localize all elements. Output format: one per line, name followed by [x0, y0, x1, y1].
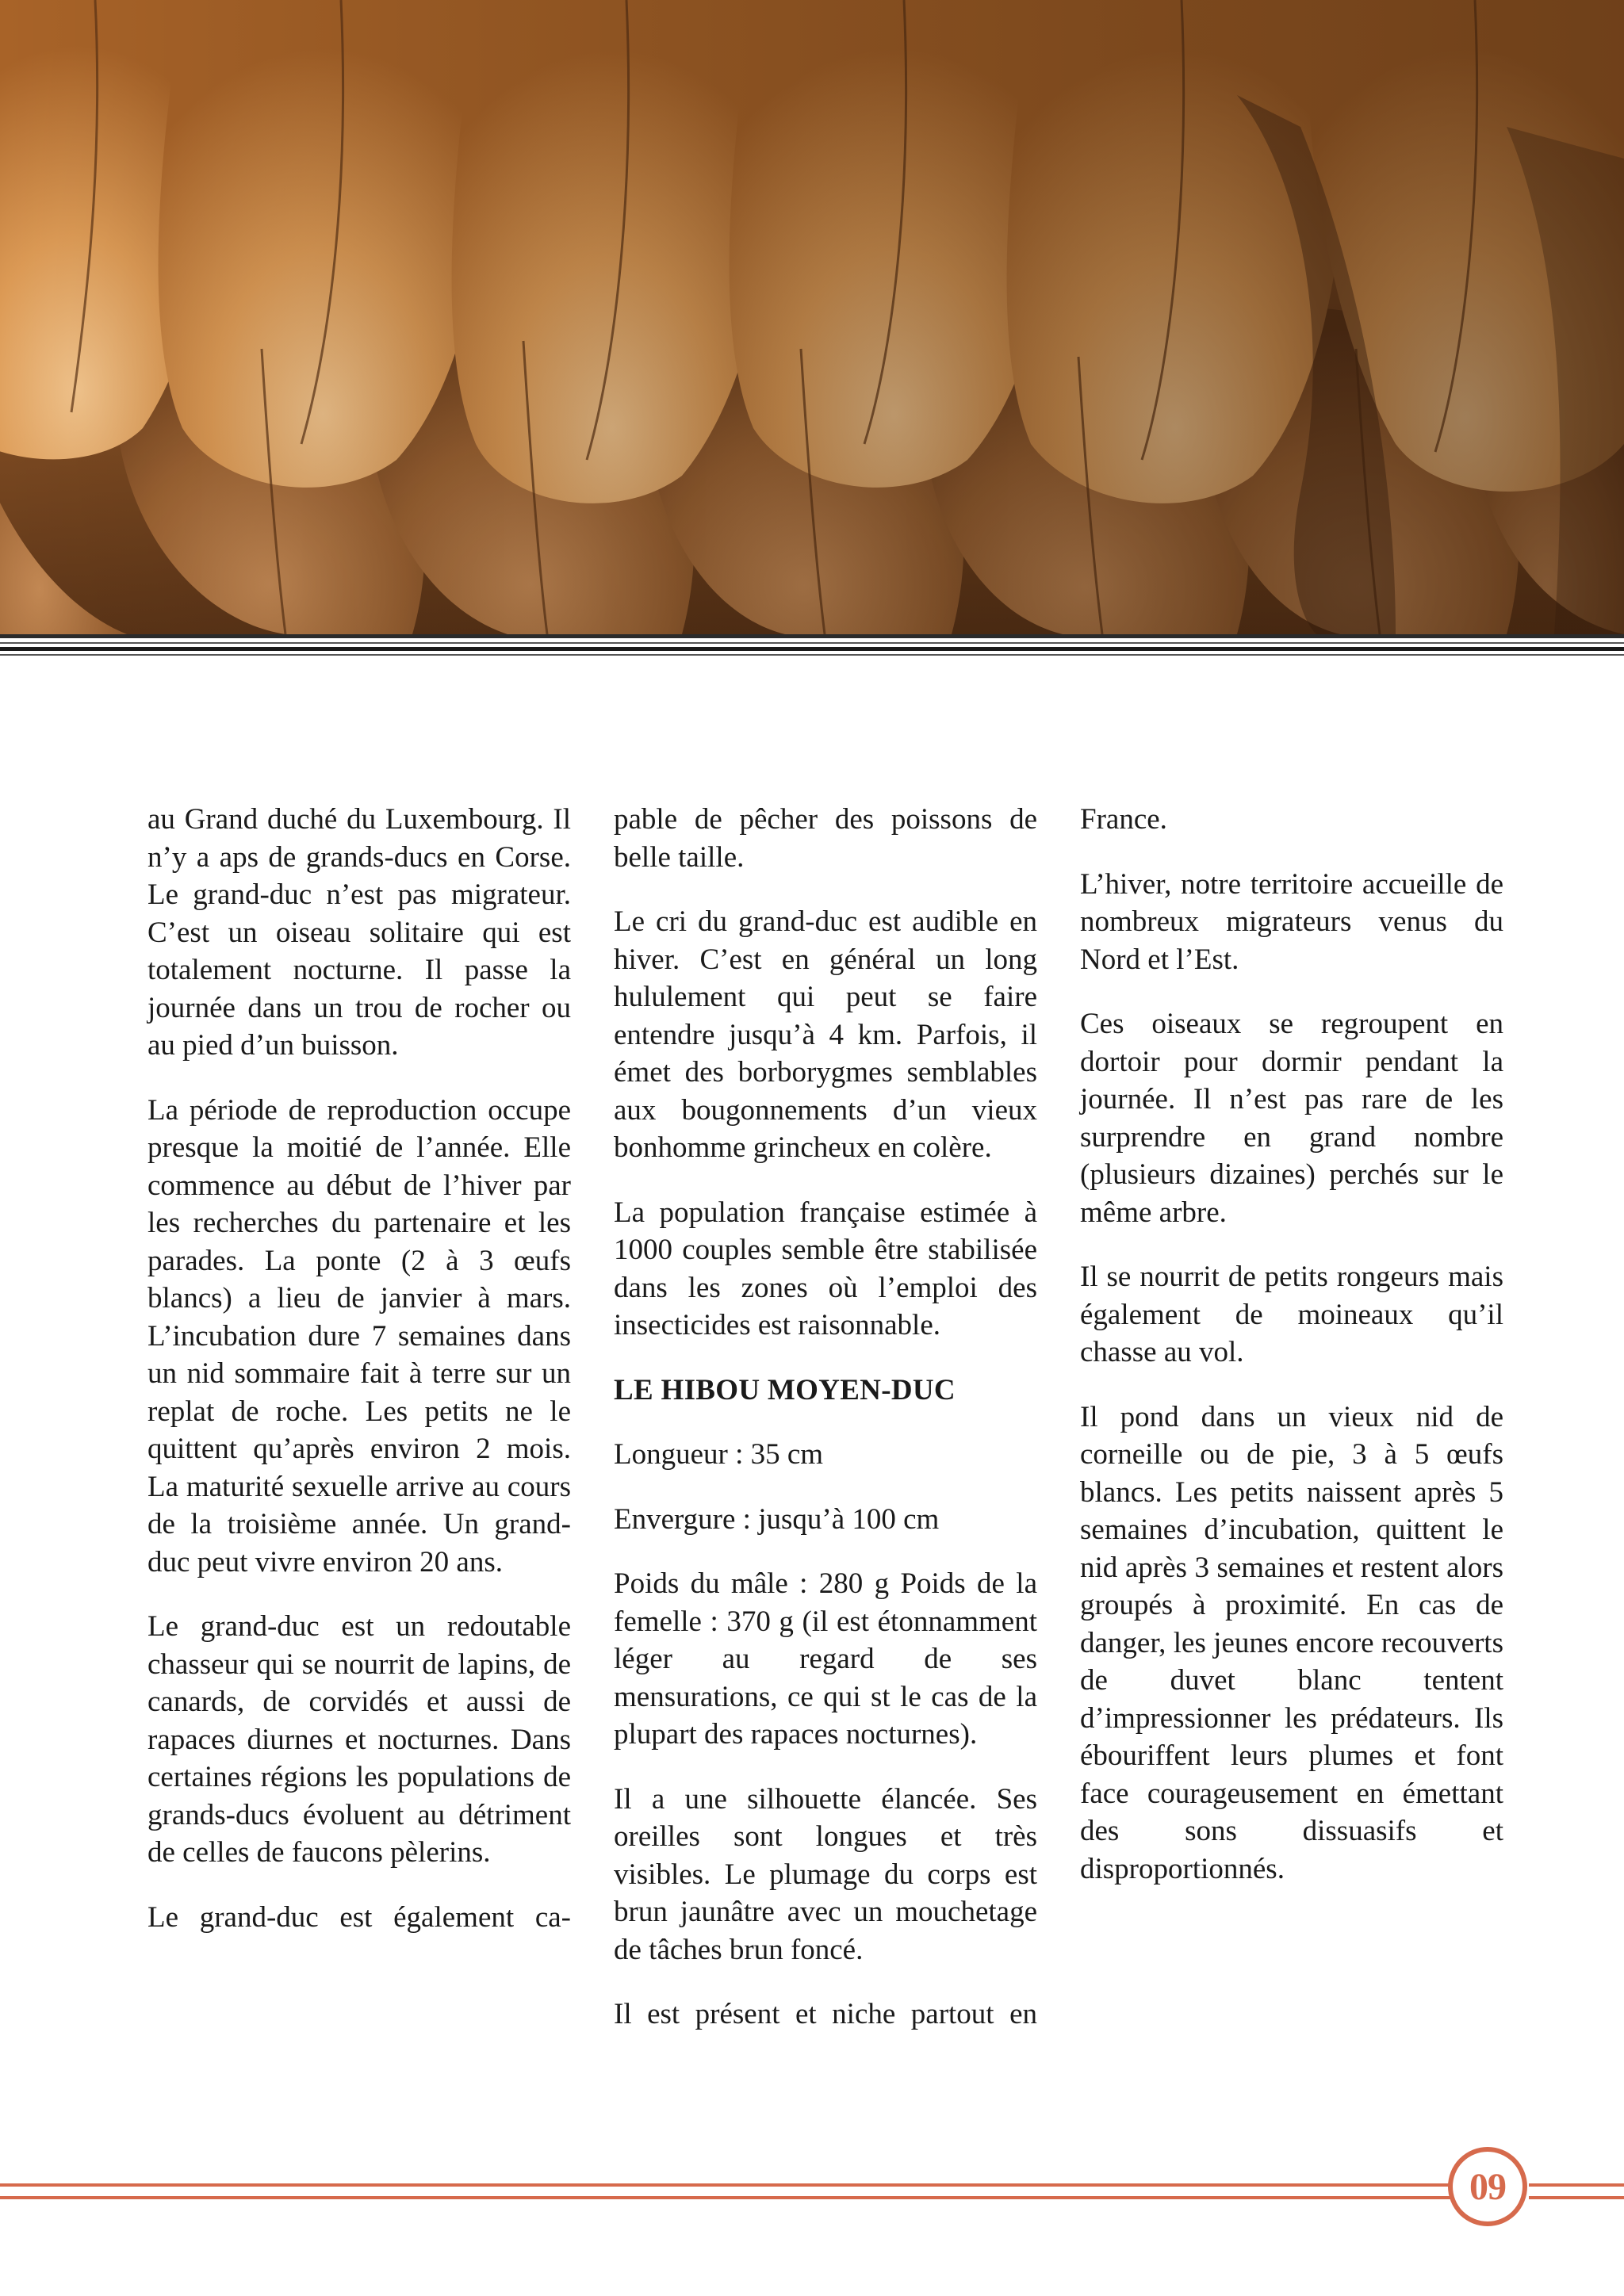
footer-rule — [0, 2196, 1451, 2199]
header-divider-line — [0, 647, 1624, 651]
header-divider-line — [0, 654, 1624, 656]
paragraph: France. — [1080, 803, 1167, 836]
paragraph: Envergure : jusqu’à 100 cm — [614, 1502, 940, 1536]
footer-rule — [0, 2183, 1451, 2187]
column-1 — [147, 801, 571, 2061]
paragraph: Le cri du grand-duc est audible en hiver. C’est en général un long hululement qui peut se faire entendre jusqu’à 4 km. Parfois, il émet des borborygmes semblables aux bougonnements d’un vieux bonhomme grincheux en colère. — [614, 905, 1037, 1164]
paragraph: La population française estimée à 1000 couples semble être stabilisée dans les zones où l’emploi des insecticides est raisonnable. — [614, 1196, 1037, 1341]
paragraph: Le grand-duc est un redoutable chasseur qui se nourrit de lapins, de canards, de corvidés et aussi de rapaces diurnes et nocturnes. Dans certaines régions les populations de grands-ducs évoluent au détriment de celles de faucons pèlerins. — [147, 1610, 571, 1869]
header-divider-line — [0, 642, 1624, 644]
paragraph: au Grand duché du Luxembourg. Il n’y a aps de grands-ducs en Corse. Le grand-duc n’est pas migrateur. C’est un oiseau solitaire qui est totalement nocturne. Il passe la journée dans un trou de rocher ou au pied d’un buisson. — [147, 803, 571, 1062]
section-heading: LE HIBOU MOYEN-DUC — [614, 1373, 956, 1406]
header-divider-line — [0, 634, 1624, 638]
column-2 — [614, 801, 1037, 2061]
paragraph: pable de pêcher des poissons de belle taille. — [614, 803, 1037, 874]
article-columns — [147, 801, 1508, 2061]
footer-rule — [1529, 2196, 1624, 2199]
paragraph: Il est présent et niche partout en — [614, 1998, 1037, 2030]
page-number: 09 — [1469, 2165, 1506, 2208]
column-3 — [1080, 801, 1503, 2061]
paragraph: Il se nourrit de petits rongeurs mais également de moineaux qu’il chasse au vol. — [1080, 1261, 1503, 1368]
footer-rule — [1529, 2183, 1624, 2187]
paragraph: Il pond dans un vieux nid de corneille ou de pie, 3 à 5 œufs blancs. Les petits naissent après 5 semaines d’incubation, quittent le nid après 3 semaines et restent alors groupés à proximité. En cas de danger, les jeunes encore recouverts de duvet blanc tentent d’impressionner les prédateurs. Ils ébouriffent leurs plumes et font face courageusement en émettant des sons dissuasifs et disproportionnés. — [1080, 1400, 1503, 1885]
paragraph: La période de reproduction occupe presque la moitié de l’année. Elle commence au début de l’hiver par les recherches du partenaire et les parades. La ponte (2 à 3 œufs blancs) a lieu de janvier à mars. L’incubation dure 7 semaines dans un nid sommaire fait à terre sur un replat de roche. Les petits ne le quittent qu’après environ 2 mois. La maturité sexuelle arrive au cours de la troisième année. Un grand-duc peut vivre environ 20 ans. — [147, 1093, 571, 1578]
paragraph: Poids du mâle : 280 g Poids de la femelle : 370 g (il est étonnamment léger au regard de ses mensurations, ce qui st le cas de la plupart des rapaces nocturnes). — [614, 1567, 1037, 1751]
page-number-badge — [1448, 2147, 1527, 2226]
paragraph: Il a une silhouette élancée. Ses oreilles sont longues et très visibles. Le plumage du corps est brun jaunâtre avec un mouchetage de tâches brun foncé. — [614, 1782, 1037, 1966]
header-feather-photo — [0, 0, 1624, 634]
paragraph: Longueur : 35 cm — [614, 1438, 824, 1471]
paragraph: L’hiver, notre territoire accueille de nombreux migrateurs venus du Nord et l’Est. — [1080, 867, 1503, 976]
paragraph: Le grand-duc est également ca- — [147, 1900, 571, 1934]
paragraph: Ces oiseaux se regroupent en dortoir pour dormir pendant la journée. Il n’est pas rare de les surprendre en grand nombre (plusieurs dizaines) perchés sur le même arbre. — [1080, 1008, 1503, 1229]
feather-photo-icon — [0, 0, 1624, 634]
